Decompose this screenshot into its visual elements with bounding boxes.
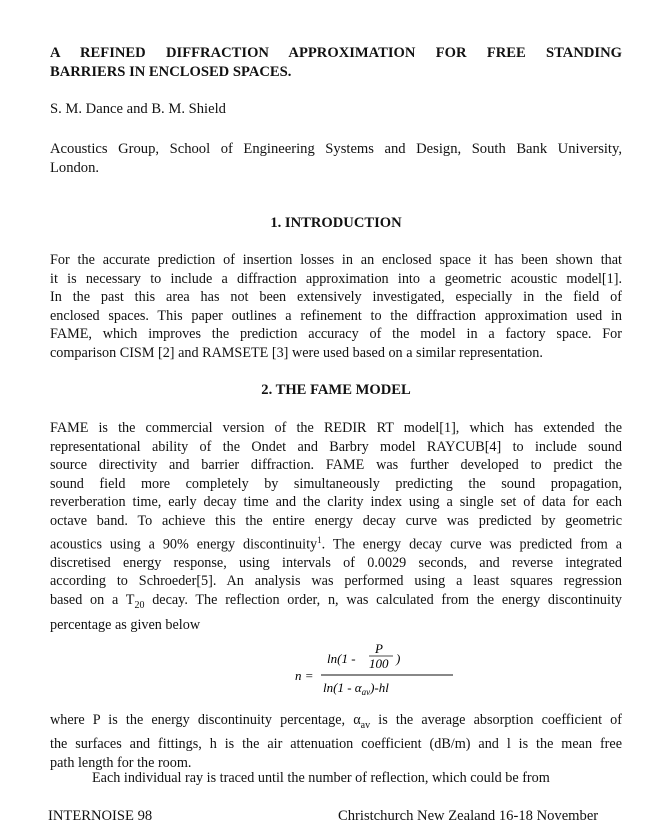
text-line: percentage as given below: [50, 616, 201, 633]
equation-numerator-p: P: [375, 644, 383, 656]
affiliation-line-2: London.: [50, 160, 100, 176]
text-segment: is the average absorption coefficient of: [370, 712, 622, 728]
text-segment: . The energy decay curve was predicted from a: [321, 536, 622, 553]
text-line: the surfaces and fittings, h is the air attenuation coefficient (dB/m) and l is the mean free: [50, 736, 622, 753]
text-line: it is necessary to include a diffraction approximation into a geometric acoustic model[1].: [50, 270, 622, 287]
equation-numerator-ln: ln(1 -: [327, 651, 356, 666]
equation-denominator-sub: av: [361, 687, 371, 697]
equation-denominator: [323, 680, 389, 697]
equation-lhs: n =: [295, 668, 314, 683]
text-segment: based on a T: [50, 592, 135, 609]
text-line: discretised energy response, using intervals of 0.0029 seconds, and reverse integrated: [50, 554, 622, 571]
reflection-order-equation: [295, 644, 495, 700]
subscript: 20: [134, 599, 145, 611]
text-line: enclosed spaces. This paper outlines a refinement to the diffraction approximation used in: [50, 307, 622, 324]
text-line: path length for the room.: [50, 755, 192, 772]
text-line: representational ability of the Ondet and Barbry model RAYCUB[4] to include sound: [50, 438, 622, 455]
equation-numerator-close: ): [396, 651, 401, 666]
paper-title: [50, 44, 622, 82]
text-line: comparison CISM [2] and RAMSETE [3] were used based on a similar representation.: [50, 344, 543, 361]
where-paragraph: [50, 711, 622, 773]
text-line: sound field more completely by simultaneously predicting the sound propagation,: [50, 475, 622, 492]
text-line: reverberation time, early decay time and the clarity index using a single set of data for each: [50, 494, 622, 511]
title-line-2: BARRIERS IN ENCLOSED SPACES.: [50, 64, 292, 80]
equation-denominator-rest: )-hl: [370, 680, 389, 695]
text-line: For the accurate prediction of insertion losses in an enclosed space it has been shown that: [50, 252, 622, 268]
text-line: source directivity and barrier diffraction. FAME was further developed to predict the: [50, 457, 622, 474]
footnote-marker: 1: [317, 534, 322, 545]
next-paragraph: [92, 769, 622, 788]
text-line: FAME, which improves the prediction accuracy of the model in a factory space. For: [50, 326, 622, 343]
footer-conference: INTERNOISE 98: [48, 808, 153, 824]
equation-denominator-main: ln(1 - α: [323, 680, 362, 695]
subscript: av: [360, 719, 371, 731]
section-1-heading: 1. INTRODUCTION: [270, 215, 402, 231]
footer-location-date: Christchurch New Zealand 16-18 November: [338, 808, 599, 824]
affiliation-line-1: Acoustics Group, School of Engineering Systems and Design, South Bank University,: [50, 141, 622, 157]
section-2-paragraph: [50, 419, 622, 634]
text-line: [50, 531, 622, 554]
section-2-heading: 2. THE FAME MODEL: [261, 382, 411, 398]
authors: S. M. Dance and B. M. Shield: [50, 101, 226, 117]
text-segment: where P is the energy discontinuity percentage, α: [50, 712, 361, 728]
text-line: [50, 591, 622, 615]
equation-numerator-100: 100: [369, 656, 389, 671]
text-line: octave band. To achieve this the entire energy decay curve was predicted by geometric: [50, 512, 622, 529]
affiliation: [50, 140, 622, 178]
text-line: FAME is the commercial version of the REDIR RT model[1], which has extended the: [50, 420, 622, 436]
text-line: according to Schroeder[5]. An analysis was performed using a least squares regression: [50, 573, 622, 590]
text-line: [50, 711, 622, 735]
text-segment: decay. The reflection order, n, was calculated from the energy discontinuity: [144, 592, 622, 609]
section-1-paragraph: [50, 251, 622, 363]
text-line: Each individual ray is traced until the number of reflection, which could be from: [92, 770, 550, 786]
text-line: In the past this area has not been extensively investigated, especially in the field of: [50, 289, 622, 306]
title-line-1: A REFINED DIFFRACTION APPROXIMATION FOR FREE STANDING: [50, 45, 622, 61]
text-segment: acoustics using a 90% energy discontinuity: [50, 536, 318, 553]
